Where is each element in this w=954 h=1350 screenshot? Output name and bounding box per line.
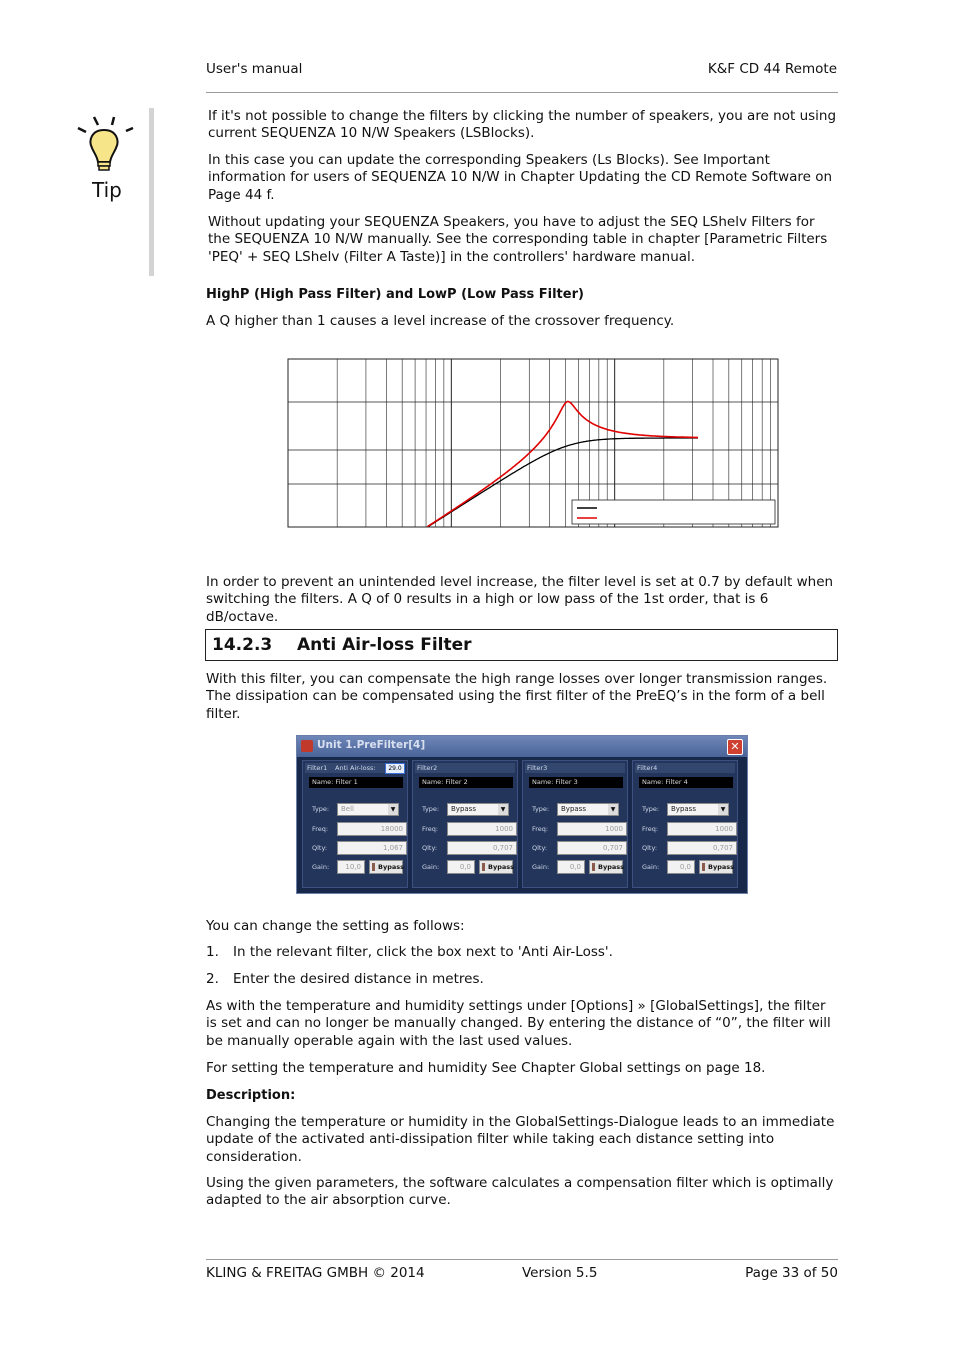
app-icon — [301, 740, 313, 752]
close-icon[interactable]: ✕ — [727, 739, 743, 755]
type-select[interactable] — [447, 803, 509, 816]
tip-divider — [149, 108, 154, 276]
anti-air-loss-label: Anti Air-loss: — [335, 764, 376, 772]
filter-panel-4 — [632, 760, 738, 888]
type-label: Type: — [422, 805, 440, 813]
freq-input[interactable]: 1000 — [447, 822, 517, 836]
list-item — [206, 944, 613, 961]
type-value: Bypass — [671, 805, 696, 813]
freq-input[interactable]: 18000 — [337, 822, 407, 836]
freq-input[interactable]: 1000 — [667, 822, 737, 836]
body-paragraph-2: For setting the temperature and humidity See Chapter Global settings on page 18. — [206, 1060, 766, 1076]
gain-input[interactable]: 10,0 — [337, 860, 365, 874]
filter-tab[interactable] — [525, 763, 625, 773]
qlty-input[interactable]: 0,707 — [667, 841, 737, 855]
type-value: Bypass — [451, 805, 476, 813]
filter-tab-label: Filter3 — [527, 764, 548, 772]
bypass-button[interactable]: Bypass — [369, 860, 403, 874]
filter-name-field[interactable]: Name: Filter 4 — [639, 777, 733, 788]
chevron-down-icon[interactable]: ▼ — [498, 804, 508, 815]
header-right: K&F CD 44 Remote — [707, 61, 837, 77]
bypass-button[interactable]: Bypass — [589, 860, 623, 874]
type-label: Type: — [642, 805, 660, 813]
tip-paragraph-2: In this case you can update the corresponding Speakers (Ls Blocks). See Important information for users of SEQUENZA 10 N/W in Chapter Updating the CD Remote Software on Page 44 f. — [208, 152, 833, 203]
anti-air-loss-input[interactable]: 29.0 — [385, 763, 405, 774]
filter-name-field[interactable]: Name: Filter 1 — [309, 777, 403, 788]
footer-rule — [206, 1259, 838, 1260]
tip-paragraph-3: Without updating your SEQUENZA Speakers, you have to adjust the SEQ LShelv Filters for the SEQUENZA 10 N/W manually. See the corresponding table in chapter [Parametric Filters 'PEQ' + SEQ LShelv (Filter A Taste)] in the controllers' hardware manual. — [208, 214, 828, 265]
freq-label: Freq: — [642, 825, 659, 833]
chart-legend — [572, 500, 775, 524]
step-number: 1. — [206, 944, 219, 960]
freq-label: Freq: — [312, 825, 329, 833]
gain-label: Gain: — [422, 863, 440, 871]
gain-label: Gain: — [532, 863, 550, 871]
change-intro: You can change the setting as follows: — [206, 918, 465, 934]
type-value: Bell — [341, 805, 354, 813]
type-label: Type: — [532, 805, 550, 813]
qlty-label: Qlty: — [532, 844, 548, 852]
chevron-down-icon[interactable]: ▼ — [608, 804, 618, 815]
bypass-button[interactable]: Bypass — [479, 860, 513, 874]
freq-label: Freq: — [422, 825, 439, 833]
gain-input[interactable]: 0,0 — [447, 860, 475, 874]
qlty-label: Qlty: — [422, 844, 438, 852]
type-select[interactable] — [557, 803, 619, 816]
highp-text: A Q higher than 1 causes a level increase of the crossover frequency. — [206, 313, 675, 329]
gain-input[interactable]: 0,0 — [667, 860, 695, 874]
freq-label: Freq: — [532, 825, 549, 833]
freq-input[interactable]: 1000 — [557, 822, 627, 836]
type-value: Bypass — [561, 805, 586, 813]
footer-right: Page 33 of 50 — [745, 1265, 838, 1281]
filter-panel-2 — [412, 760, 518, 888]
gain-label: Gain: — [642, 863, 660, 871]
section-number: 14.2.3 — [212, 635, 273, 655]
step-text: Enter the desired distance in metres. — [233, 971, 484, 987]
filter-name-field[interactable]: Name: Filter 3 — [529, 777, 623, 788]
gain-label: Gain: — [312, 863, 330, 871]
dialog-titlebar — [297, 736, 747, 757]
type-label: Type: — [312, 805, 330, 813]
footer-left: KLING & FREITAG GMBH © 2014 — [206, 1265, 425, 1281]
section-intro: With this filter, you can compensate the high range losses over longer transmission ranges. The dissipation can be compensated using the first filter of the PreEQ’s in the form of a bell filter. — [206, 671, 828, 722]
filter-response-chart — [287, 358, 779, 528]
body-paragraph-3: Changing the temperature or humidity in the GlobalSettings-Dialogue leads to an immediate update of the activated anti-dissipation filter while taking each distance setting into consideration. — [206, 1114, 835, 1165]
tip-paragraph-1: If it's not possible to change the filters by clicking the number of speakers, you are not using current SEQUENZA 10 N/W Speakers (LSBlocks). — [208, 108, 837, 142]
qlty-label: Qlty: — [312, 844, 328, 852]
section-title: Anti Air-loss Filter — [297, 635, 472, 655]
filter-panel-3 — [522, 760, 628, 888]
filter-tab[interactable] — [635, 763, 735, 773]
filter-tab-label: Filter4 — [637, 764, 658, 772]
body-paragraph-1: As with the temperature and humidity settings under [Options] » [GlobalSettings], the filter is set and can no longer be manually changed. By entering the distance of “0”, the filter will be manually operable again with the last used values. — [206, 998, 831, 1049]
qlty-input[interactable]: 0,707 — [557, 841, 627, 855]
step-number: 2. — [206, 971, 219, 987]
type-select[interactable] — [667, 803, 729, 816]
dialog-title: Unit 1.PreFilter[4] — [317, 739, 426, 751]
qlty-input[interactable]: 0,707 — [447, 841, 517, 855]
filter-tab[interactable] — [305, 763, 405, 773]
section-heading — [205, 629, 838, 661]
type-select[interactable] — [337, 803, 399, 816]
qlty-input[interactable]: 1,067 — [337, 841, 407, 855]
step-text: In the relevant filter, click the box next to 'Anti Air-Loss'. — [233, 944, 613, 960]
filter-tab[interactable] — [415, 763, 515, 773]
lightbulb-icon — [72, 112, 138, 178]
footer-center: Version 5.5 — [522, 1265, 598, 1281]
highp-heading: HighP (High Pass Filter) and LowP (Low Pass Filter) — [206, 287, 584, 302]
prefilter-dialog — [296, 735, 748, 894]
tip-label: Tip — [92, 178, 122, 202]
chevron-down-icon[interactable]: ▼ — [388, 804, 398, 815]
after-chart-text: In order to prevent an unintended level increase, the filter level is set at 0.7 by default when switching the filters. A Q of 0 results in a high or low pass of the 1st order, that is 6 dB/octave. — [206, 574, 834, 625]
filter-tab-label: Filter2 — [417, 764, 438, 772]
qlty-label: Qlty: — [642, 844, 658, 852]
list-item — [206, 971, 484, 988]
description-heading: Description: — [206, 1088, 296, 1103]
body-paragraph-4: Using the given parameters, the software calculates a compensation filter which is optimally adapted to the air absorption curve. — [206, 1175, 834, 1209]
gain-input[interactable]: 0,0 — [557, 860, 585, 874]
header-rule — [206, 92, 838, 93]
filter-tab-label: Filter1 — [307, 764, 328, 772]
filter-panel-1 — [302, 760, 408, 888]
filter-name-field[interactable]: Name: Filter 2 — [419, 777, 513, 788]
chevron-down-icon[interactable]: ▼ — [718, 804, 728, 815]
bypass-button[interactable]: Bypass — [699, 860, 733, 874]
header-left: User's manual — [206, 61, 303, 77]
